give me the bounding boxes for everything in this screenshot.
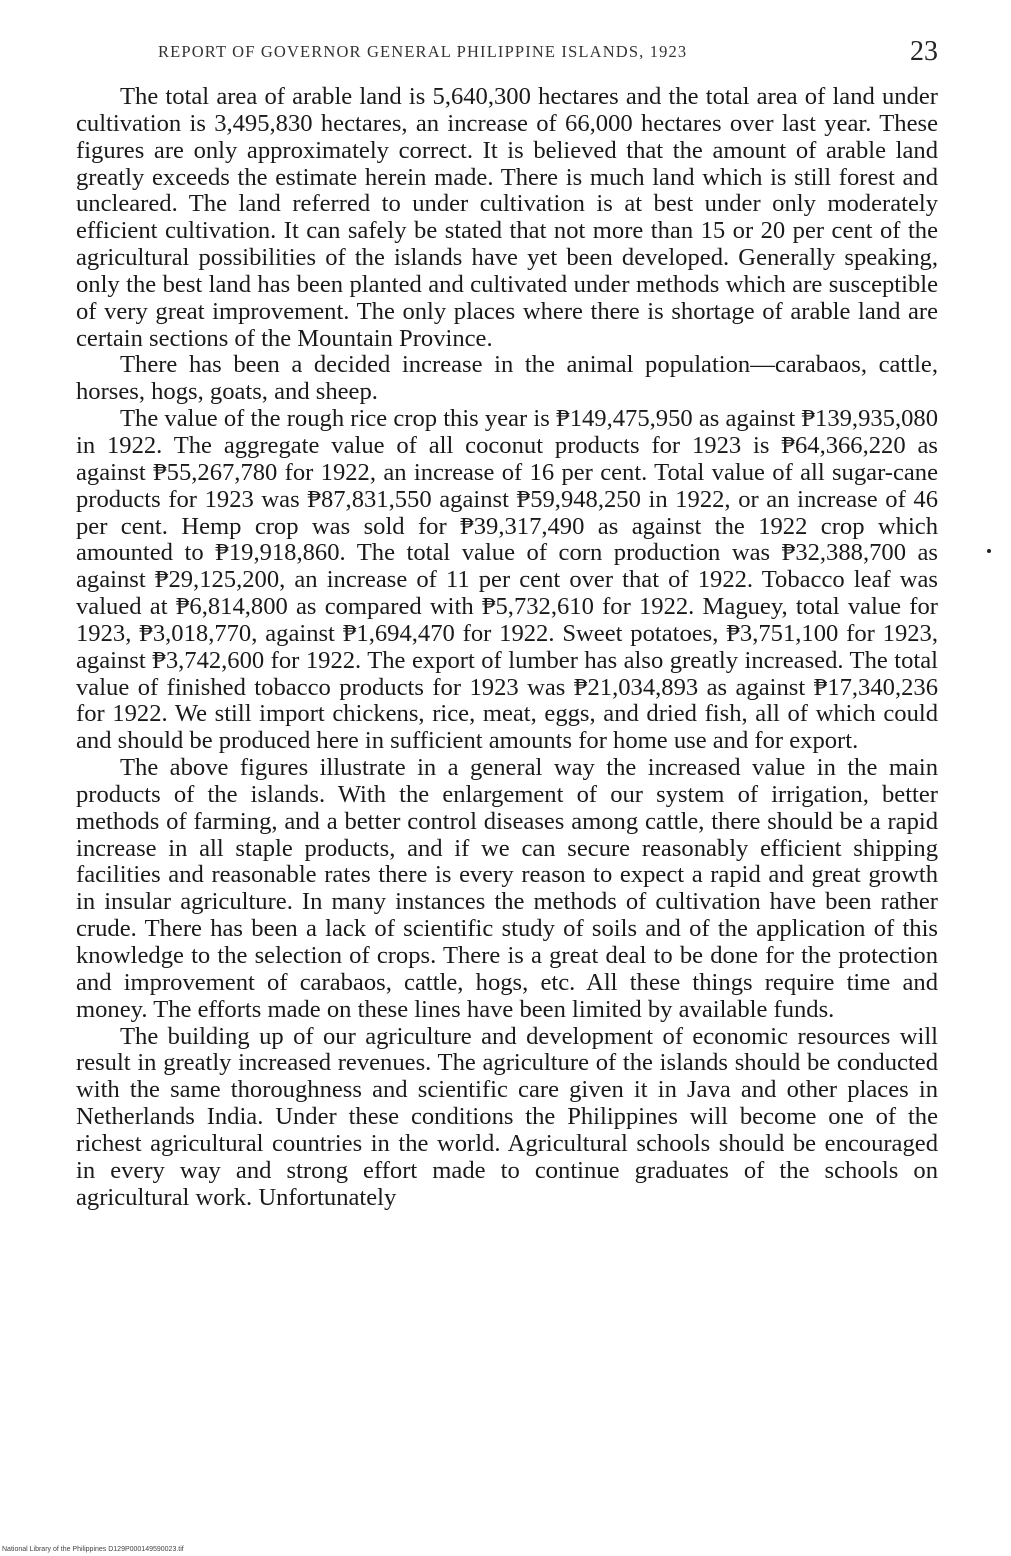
paragraph-arable-land: The total area of arable land is 5,640,300 hectares and the total area of land under cultivation is 3,495,830 hectares, an increase of 66,000 hectares over last year. These figures are only approximately correct. It is believed that the amount of arable land greatly exceeds the estimate herein made. There is much land which is still forest and uncleared. The land referred to under cultivation is at best under only moderately efficient cultivation. It can safely be stated that not more than 15 or 20 per cent of the agricultural possibilities of the islands have yet been developed. Generally speaking, only the best land has been planted and cultivated under methods which are susceptible of very great improvement. The only places where there is shortage of arable land are certain sections of the Mountain Province. [76, 83, 938, 352]
ink-speck [987, 549, 991, 553]
running-title: REPORT OF GOVERNOR GENERAL PHILIPPINE ISLANDS, 1923 [158, 42, 688, 61]
body-text [76, 84, 938, 1211]
archive-stamp: National Library of the Philippines D129P000149590023.tif [2, 1546, 184, 1553]
page-number: 23 [910, 36, 938, 67]
paragraph-economic-resources: The building up of our agriculture and development of economic resources will result in greatly increased revenues. The agriculture of the islands should be conducted with the same thoroughness and scientific care given it in Java and other places in Netherlands India. Under these conditions the Philippines will become one of the richest agricultural countries in the world. Agricultural schools should be encouraged in every way and strong effort made to continue graduates of the schools on agricultural work. Unfortunately [76, 1022, 938, 1211]
paragraph-increased-value: The above figures illustrate in a general way the increased value in the main products of the islands. With the enlargement of our system of irrigation, better methods of farming, and a better control diseases among cattle, there should be a rapid increase in all staple products, and if we can secure reasonably efficient shipping facilities and reasonable rates there is every reason to expect a rapid and great growth in insular agriculture. In many instances the methods of cultivation have been rather crude. There has been a lack of scientific study of soils and of the application of this knowledge to the selection of crops. There is a great deal to be done for the protection and improvement of carabaos, cattle, hogs, etc. All these things require time and money. The efforts made on these lines have been limited by available funds. [76, 754, 938, 1023]
page-header [130, 36, 942, 70]
paragraph-animal-population: There has been a decided increase in the animal population—carabaos, cattle, horses, hogs, goats, and sheep. [76, 351, 938, 406]
paragraph-crop-values: The value of the rough rice crop this year is ₱149,475,950 as against ₱139,935,080 in 1922. The aggregate value of all coconut products for 1923 is ₱64,366,220 as against ₱55,267,780 for 1922, an increase of 16 per cent. Total value of all sugar-cane products for 1923 was ₱87,831,550 against ₱59,948,250 in 1922, or an increase of 46 per cent. Hemp crop was sold for ₱39,317,490 as against the 1922 crop which amounted to ₱19,918,860. The total value of corn production was ₱32,388,700 as against ₱29,125,200, an increase of 11 per cent over that of 1922. Tobacco leaf was valued at ₱6,814,800 as compared with ₱5,732,610 for 1922. Maguey, total value for 1923, ₱3,018,770, against ₱1,694,470 for 1922. Sweet potatoes, ₱3,751,100 for 1923, against ₱3,742,600 for 1922. The export of lumber has also greatly increased. The total value of finished tobacco products for 1923 was ₱21,034,893 as against ₱17,340,236 for 1922. We still import chickens, rice, meat, eggs, and dried fish, all of which could and should be produced here in sufficient amounts for home use and for export. [76, 405, 938, 755]
